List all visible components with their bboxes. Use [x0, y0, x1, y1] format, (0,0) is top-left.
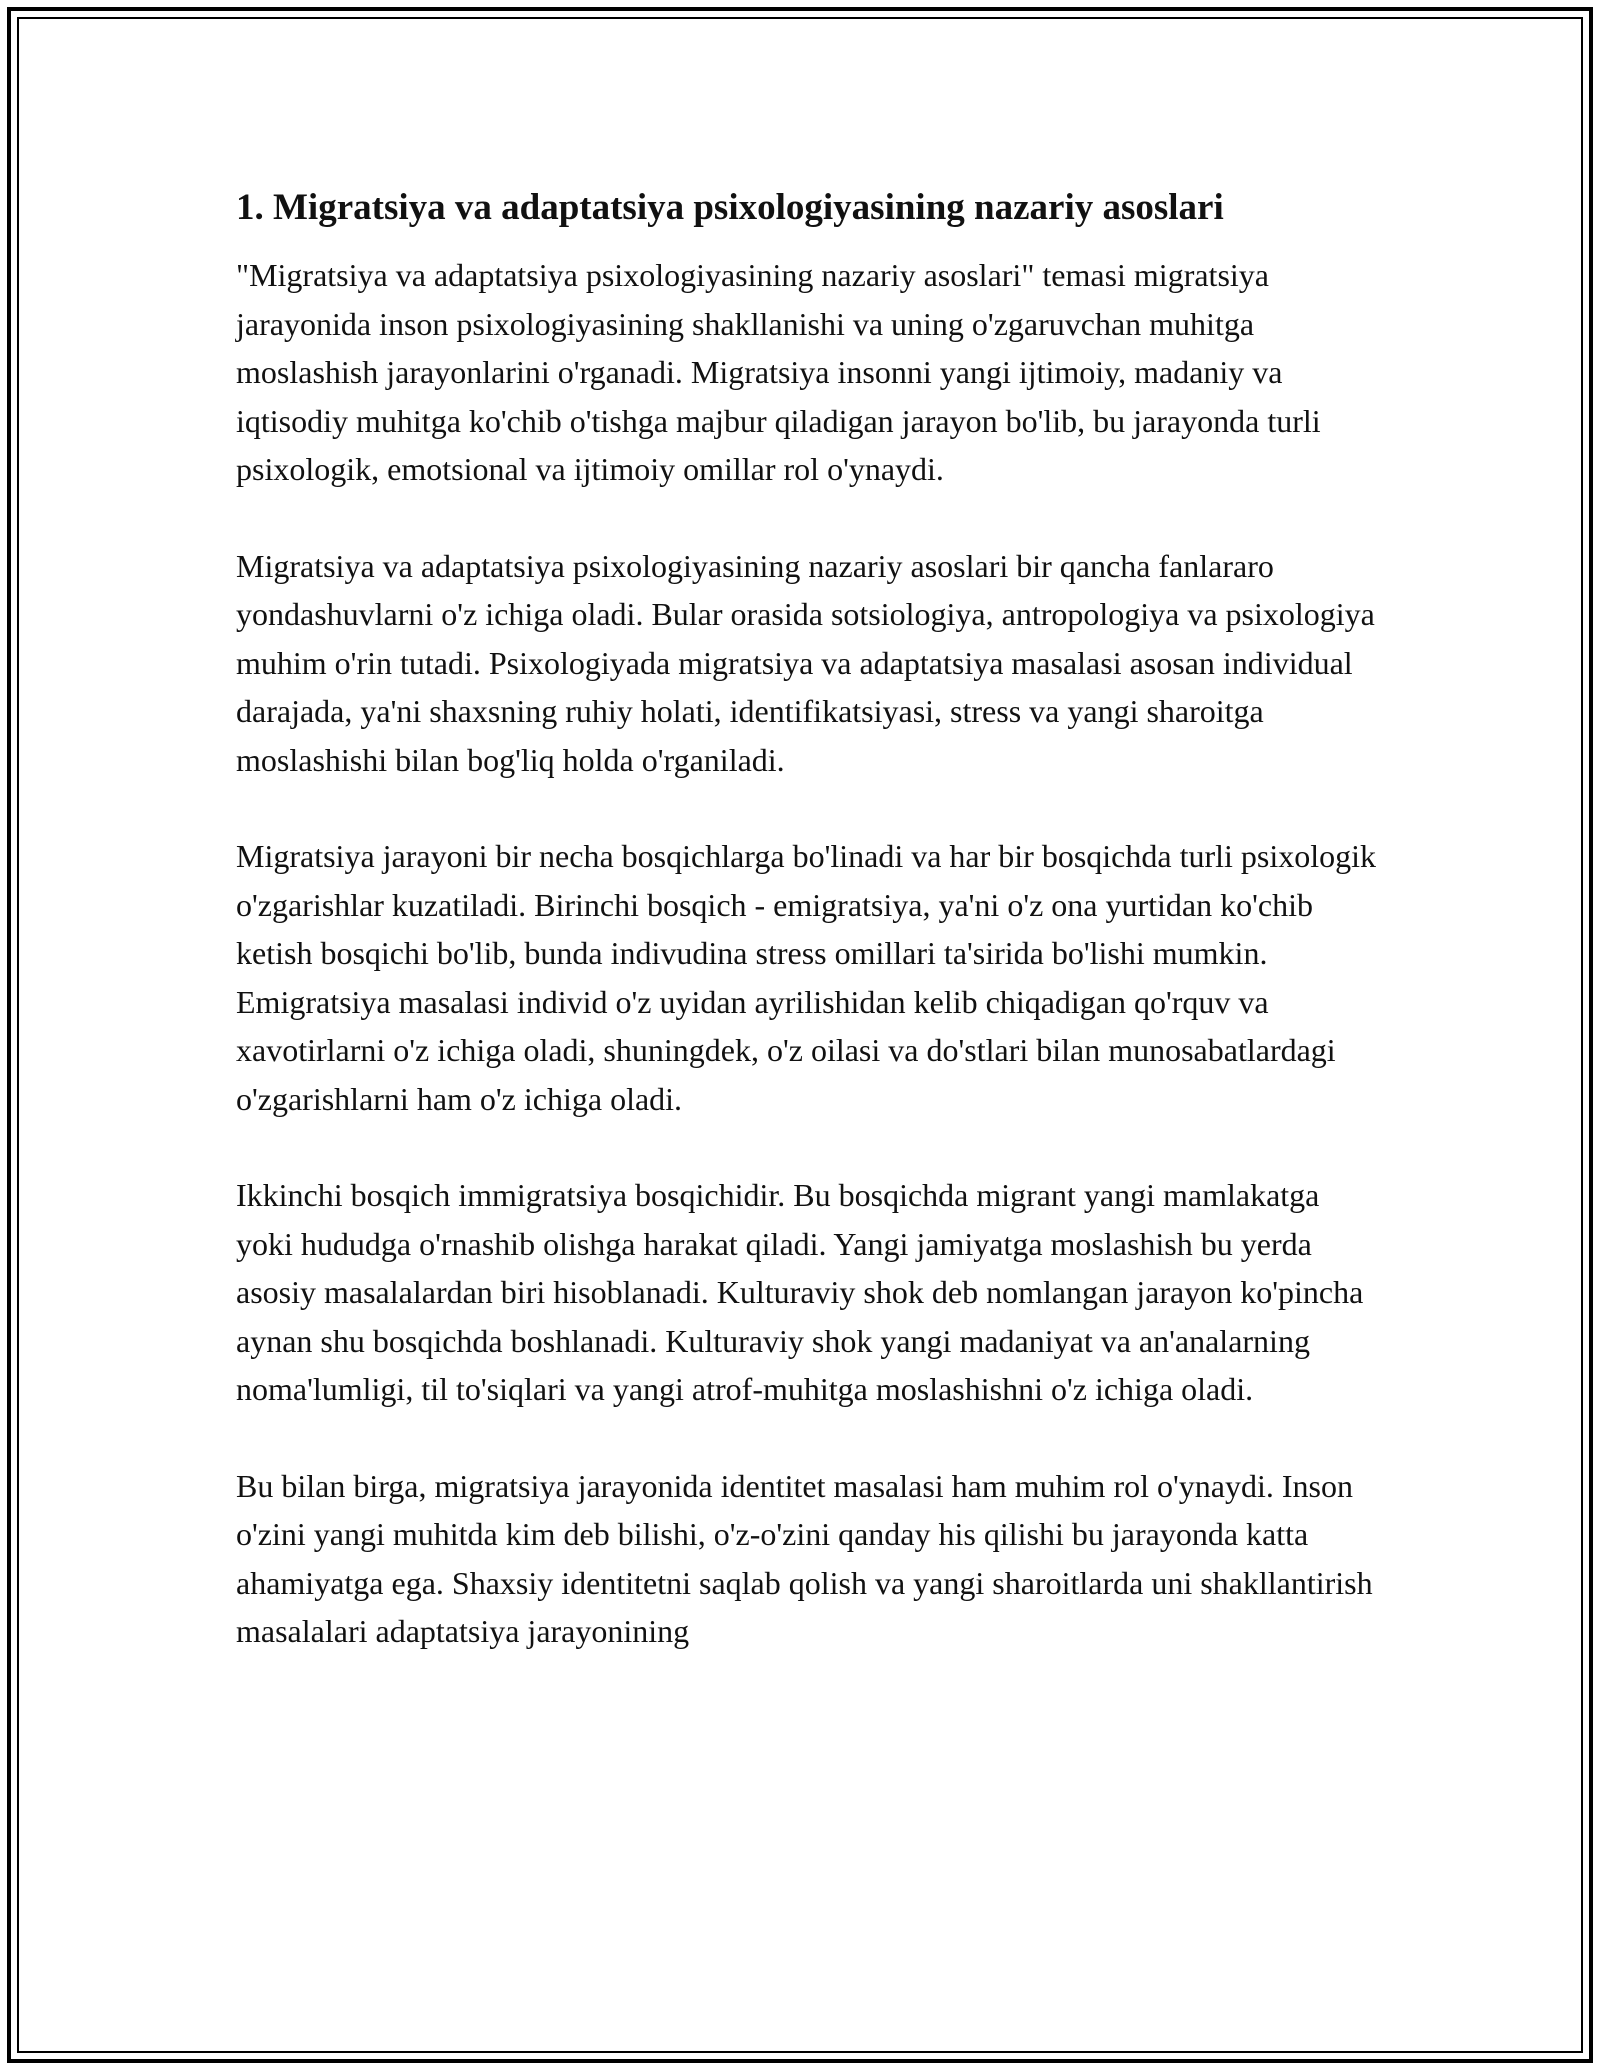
paragraph-3: Migratsiya jarayoni bir necha bosqichlarga bo'linadi va har bir bosqichda turli psixologik o'zgarishlar kuzatiladi. Birinchi bosqich - emigratsiya, ya'ni o'z ona yurtidan ko'chib ketish bosqichi bo'lib, bunda indivudina stress omillari ta'sirida bo'lishi mumkin. Emigratsiya masalasi individ o'z uyidan ayrilishidan kelib chiqadigan qo'rquv va xavotirlarni o'z ichiga oladi, shuningdek, o'z oilasi va do'stlari bilan munosabatlardagi o'zgarishlarni ham o'z ichiga oladi.: [236, 838, 1377, 1117]
paragraph-5: Bu bilan birga, migratsiya jarayonida identitet masalasi ham muhim rol o'ynaydi. Inson o'zini yangi muhitda kim deb bilishi, o'z-o'zini qanday his qilishi bu jarayonda katta ahamiyatga ega. Shaxsiy identitetni saqlab qolish va yangi sharoitlarda uni shakllantirish masalalari adaptatsiya jarayonining: [236, 1467, 1373, 1649]
document-body: [236, 183, 1376, 1704]
paragraph-4: Ikkinchi bosqich immigratsiya bosqichidir. Bu bosqichda migrant yangi mamlakatga yoki hududga o'rnashib olishga harakat qiladi. Yangi jamiyatga moslashish bu yerda asosiy masalalardan biri hisoblanadi. Kulturaviy shok deb nomlangan jarayon ko'pincha aynan shu bosqichda boshlanadi. Kulturaviy shok yangi madaniyat va an'analarning noma'lumligi, til to'siqlari va yangi atrof-muhitga moslashishni o'z ichiga oladi.: [236, 1177, 1364, 1407]
section-heading: 1. Migratsiya va adaptatsiya psixologiyasining nazariy asoslari: [236, 187, 1224, 228]
paragraph-2: Migratsiya va adaptatsiya psixologiyasining nazariy asoslari bir qancha fanlararo yondashuvlarni o'z ichiga oladi. Bular orasida sotsiologiya, antropologiya va psixologiya muhim o'rin tutadi. Psixologiyada migratsiya va adaptatsiya masalasi asosan individual darajada, ya'ni shaxsning ruhiy holati, identifikatsiyasi, stress va yangi sharoitga moslashishi bilan bog'liq holda o'rganiladi.: [236, 547, 1375, 778]
paragraph-1: "Migratsiya va adaptatsiya psixologiyasining nazariy asoslari" temasi migratsiya jarayonida inson psixologiyasining shakllanishi va uning o'zgaruvchan muhitga moslashish jarayonlarini o'rganadi. Migratsiya insonni yangi ijtimoiy, madaniy va iqtisodiy muhitga ko'chib o'tishga majbur qiladigan jarayon bo'lib, bu jarayonda turli psixologik, emotsional va ijtimoiy omillar rol o'ynaydi.: [236, 257, 1321, 487]
